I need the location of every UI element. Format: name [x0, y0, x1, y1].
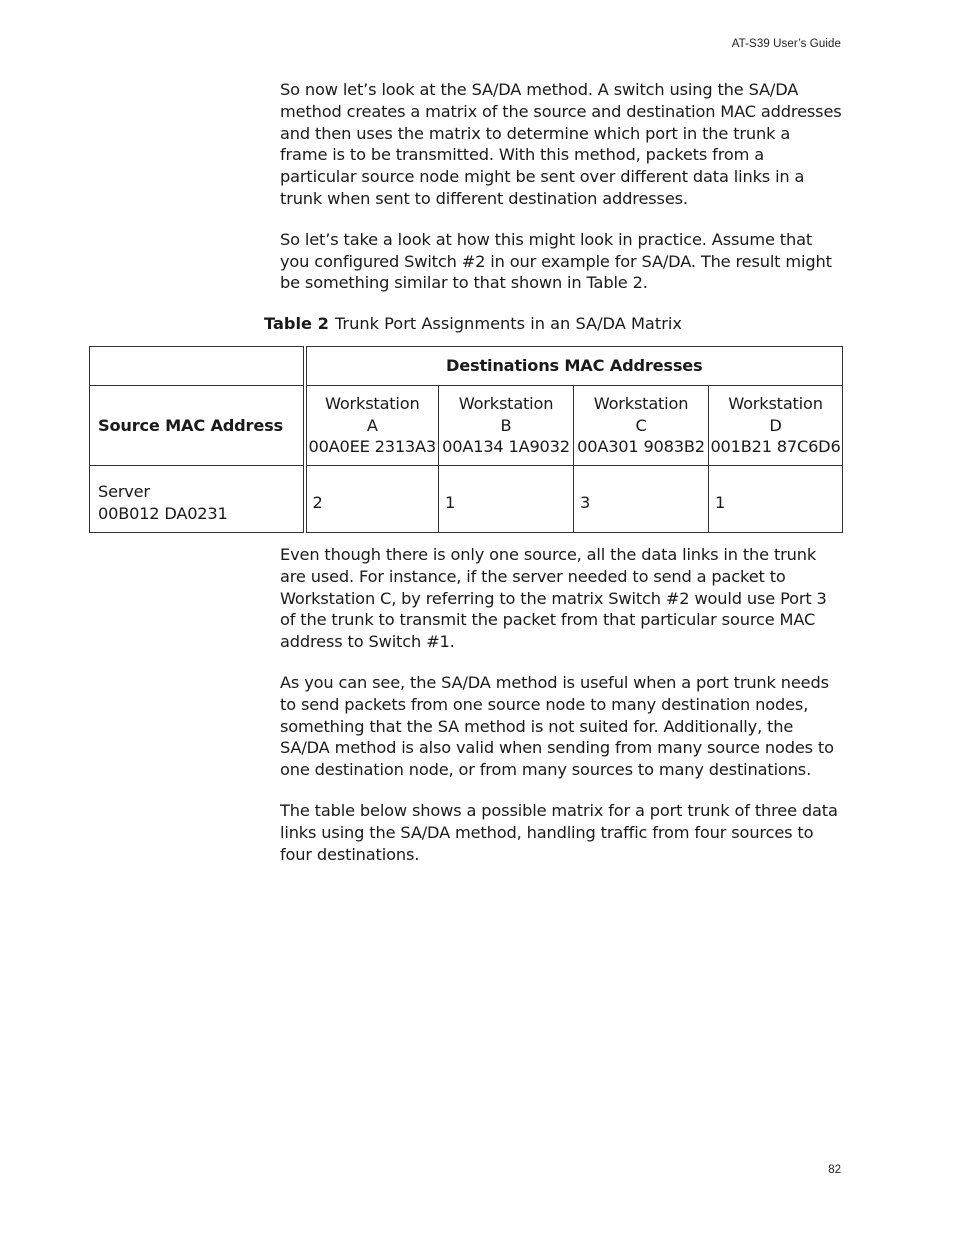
port-cell: 1	[709, 466, 843, 533]
source-name: Server	[98, 482, 150, 502]
body-text-top	[280, 79, 842, 294]
table-caption-text: Trunk Port Assignments in an SA/DA Matrix	[334, 314, 682, 333]
port-cell: 3	[574, 466, 709, 533]
table-header-row	[90, 386, 843, 466]
table-caption	[264, 313, 682, 335]
paragraph: So let’s take a look at how this might look in practice. Assume that you configured Switch #2 in our example for SA/DA. The result might be something similar to that shown in Table 2.	[280, 229, 832, 293]
destinations-header: Destinations MAC Addresses	[305, 347, 843, 386]
destination-mac: 00A134 1A9032	[442, 437, 570, 457]
page-number: 82	[828, 1164, 841, 1176]
destination-header-cell	[305, 386, 439, 466]
destination-name: Workstation	[458, 393, 554, 413]
source-cell	[90, 466, 305, 533]
paragraph: So now let’s look at the SA/DA method. A switch using the SA/DA method creates a matrix of the source and destination MAC addresses and then uses the matrix to determine which port in the trunk a frame is to be transmitted. With this method, packets from a particular source node might be sent over different data links in a trunk when sent to different destination addresses.	[280, 80, 842, 208]
table-row	[90, 466, 843, 533]
running-header: AT-S39 User’s Guide	[731, 38, 841, 50]
port-cell: 1	[439, 466, 574, 533]
destination-header-cell	[709, 386, 843, 466]
paragraph: Even though there is only one source, all the data links in the trunk are used. For instance, if the server needed to send a packet to Workstation C, by referring to the matrix Switch #2 would use Port 3 of the trunk to transmit the packet from that particular source MAC address to Switch #1.	[280, 545, 827, 652]
table-caption-label: Table 2	[264, 314, 329, 333]
destination-mac: 001B21 87C6D6	[710, 437, 841, 457]
paragraph: As you can see, the SA/DA method is useful when a port trunk needs to send packets from one source node to many destination nodes, something that the SA method is not suited for. Additionally, the SA/DA method is also valid when sending from many source nodes to one destination node, or from many sources to many destinations.	[280, 672, 834, 780]
body-text-bottom	[280, 544, 842, 865]
source-header: Source MAC Address	[90, 386, 305, 466]
table-header-row	[90, 347, 843, 386]
paragraph: The table below shows a possible matrix for a port trunk of three data links using the SA/DA method, handling traffic from four sources to four destinations.	[280, 800, 838, 864]
table-corner-cell	[90, 347, 305, 386]
destination-mac: 00A301 9083B2	[577, 437, 705, 457]
sa-da-matrix-table	[89, 346, 843, 533]
destination-mac: 00A0EE 2313A3	[308, 437, 437, 457]
destination-letter: B	[500, 415, 512, 435]
destination-name: Workstation	[325, 393, 420, 413]
destination-name: Workstation	[593, 393, 689, 413]
destination-name: Workstation	[728, 393, 823, 413]
destination-letter: D	[769, 415, 782, 435]
destination-header-cell	[439, 386, 574, 466]
destination-header-cell	[574, 386, 709, 466]
destination-letter: A	[366, 415, 378, 435]
destination-letter: C	[635, 415, 647, 435]
source-mac: 00B012 DA0231	[98, 504, 228, 523]
port-cell: 2	[305, 466, 439, 533]
